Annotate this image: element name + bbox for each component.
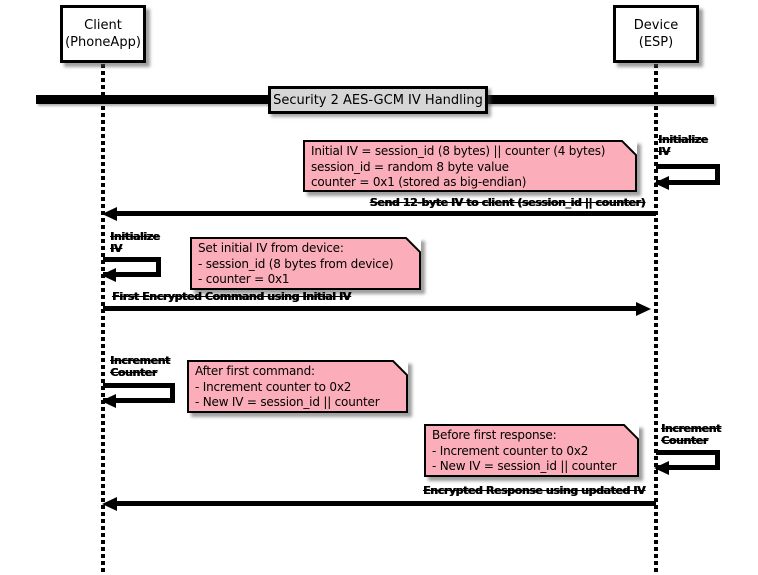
note-line: - Increment counter to 0x2 — [195, 379, 352, 394]
note-fold-icon — [623, 424, 639, 440]
note-fold-icon — [621, 140, 637, 156]
self-label-line: IV — [110, 241, 122, 255]
note-fold-icon — [392, 360, 408, 376]
note-line: After first command: — [195, 364, 315, 378]
note-after-first-command — [187, 360, 408, 413]
self-label-line: Initialize — [110, 230, 160, 243]
self-label-line: Increment — [110, 354, 170, 367]
note-line: - counter = 0x1 — [198, 272, 290, 286]
device-increment-counter-label — [661, 423, 721, 446]
note-line: - Increment counter to 0x2 — [432, 443, 589, 458]
note-line: session_id = random 8 byte value — [311, 159, 509, 174]
message-send-iv-arrow — [110, 211, 656, 216]
note-line: - session_id (8 bytes from device) — [198, 256, 394, 271]
self-label-line: Counter — [661, 433, 708, 447]
arrowhead-left-icon — [102, 497, 117, 511]
arrowhead-left-icon — [101, 268, 116, 282]
note-fold-icon — [405, 237, 421, 253]
message-encrypted-response-arrow — [110, 501, 656, 506]
arrowhead-left-icon — [654, 176, 669, 190]
arrowhead-left-icon — [654, 461, 669, 475]
note-line: Initial IV = session_id (8 bytes) || counter (4 bytes) — [311, 144, 606, 158]
self-label-line: Increment — [661, 422, 721, 435]
message-send-iv-label: Send 12-byte IV to client (session_id || counter) — [369, 196, 645, 209]
participant-client-subname: (PhoneApp) — [65, 35, 141, 50]
note-initial-iv — [303, 140, 637, 192]
message-first-command-label: First Encrypted Command using Initial IV — [112, 290, 351, 303]
note-line: counter = 0x1 (stored as big-endian) — [311, 175, 527, 189]
arrowhead-left-icon — [102, 207, 117, 221]
note-line: Before first response: — [432, 428, 557, 442]
message-first-command-arrow — [103, 306, 636, 311]
message-encrypted-response-label: Encrypted Response using updated IV — [422, 484, 645, 497]
participant-device — [613, 5, 699, 63]
participant-device-name: Device — [633, 18, 679, 33]
client-increment-counter-label — [110, 355, 170, 378]
arrowhead-right-icon — [636, 302, 651, 316]
note-line: Set initial IV from device: — [198, 241, 344, 255]
participant-client — [60, 5, 146, 63]
self-label-line: Counter — [110, 365, 157, 379]
note-before-first-response — [424, 424, 639, 477]
self-label-line: IV — [658, 144, 670, 158]
client-initialize-iv-label — [110, 231, 160, 254]
note-line: - New IV = session_id || counter — [432, 459, 617, 473]
note-set-initial-iv — [190, 237, 421, 290]
participant-device-subname: (ESP) — [638, 35, 674, 50]
participant-client-name: Client — [84, 18, 122, 33]
note-line: - New IV = session_id || counter — [195, 395, 380, 409]
arrowhead-left-icon — [101, 394, 116, 408]
divider-title: Security 2 AES-GCM IV Handling — [268, 86, 488, 114]
self-label-line: Initialize — [658, 133, 708, 146]
device-initialize-iv-label — [658, 134, 708, 157]
